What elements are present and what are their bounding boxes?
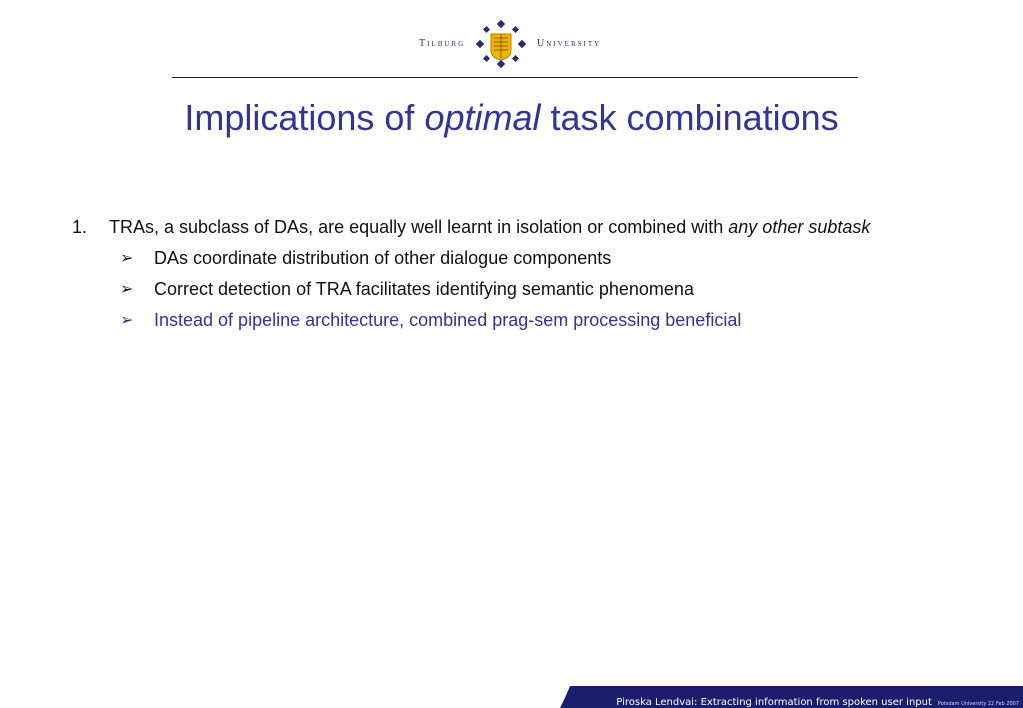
title-prefix: Implications of xyxy=(184,97,415,138)
sub-bullet-text: Correct detection of TRA facilitates identifying semantic phenomena xyxy=(154,279,694,299)
sub-bullet-item xyxy=(120,278,952,301)
sub-bullet-item-highlighted xyxy=(120,309,952,332)
arrow-bullet-icon: ➢ xyxy=(120,312,134,329)
logo-word-university: University xyxy=(537,38,602,49)
numbered-item-1 xyxy=(72,216,952,239)
item-number: 1. xyxy=(72,217,88,237)
item-text-emphasis: any other subtask xyxy=(728,217,871,237)
arrow-bullet-icon: ➢ xyxy=(120,250,134,267)
footer-venue-date: Potsdam University 22 Feb 2007 xyxy=(937,701,1019,707)
sub-bullet-text: Instead of pipeline architecture, combined prag-sem processing beneficial xyxy=(154,310,742,330)
item-text: TRAs, a subclass of DAs, are equally well learnt in isolation or combined with xyxy=(109,217,729,237)
slide-body xyxy=(72,216,952,340)
footer-author-title: Piroska Lendvai: Extracting information from spoken user input xyxy=(616,697,932,708)
arrow-bullet-icon: ➢ xyxy=(120,281,134,298)
sub-bullet-item xyxy=(120,247,952,270)
title-emphasis: optimal xyxy=(424,97,541,138)
sub-bullet-list xyxy=(72,247,952,332)
header-divider xyxy=(172,77,858,78)
sub-bullet-text: DAs coordinate distribution of other dialogue components xyxy=(154,248,612,268)
tilburg-university-logo xyxy=(415,20,615,68)
tilburg-crest-icon xyxy=(475,20,527,68)
logo-word-tilburg: Tilburg xyxy=(419,38,466,49)
footer xyxy=(616,690,1019,708)
title-suffix: task combinations xyxy=(550,97,839,138)
slide-title xyxy=(0,97,1023,139)
